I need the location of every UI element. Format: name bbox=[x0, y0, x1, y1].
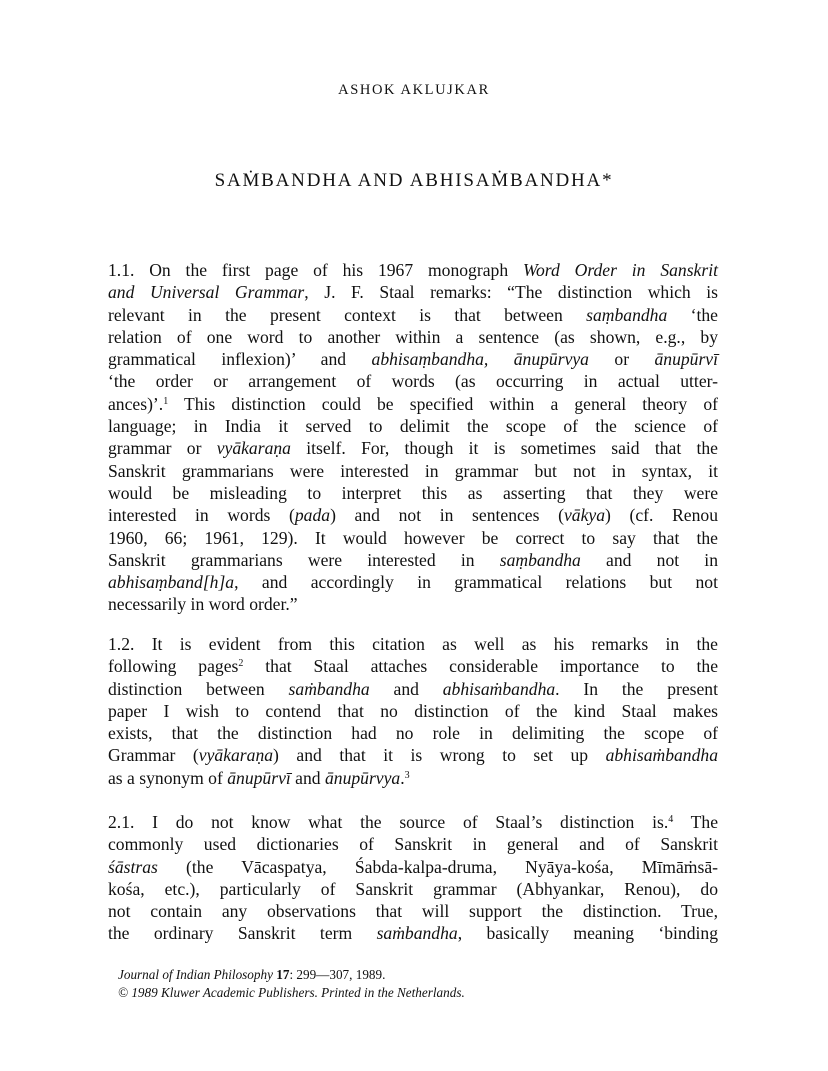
text-run: ) and that it is wrong to set up bbox=[273, 745, 606, 766]
text-run: relevant in the present context is that between bbox=[108, 304, 587, 325]
text-run: ‘the order or arrangement of words (as occurring in actual utter- bbox=[108, 371, 718, 392]
italic-term: abhisaṃbandha, ānupūrvya bbox=[371, 349, 589, 370]
text-run: . In the present bbox=[555, 678, 718, 699]
text-run: Sanskrit grammarians were interested in grammar but not in syntax, it bbox=[108, 460, 718, 481]
text-run: This distinction could be specified within a general theory of bbox=[168, 393, 718, 414]
italic-term: vākya bbox=[563, 505, 605, 526]
italic-term: saṃbandha bbox=[586, 304, 668, 325]
journal-pages: : 299—307, 1989. bbox=[289, 967, 386, 982]
text-run: commonly used dictionaries of Sanskrit in general and of Sanskrit bbox=[108, 834, 718, 855]
paragraph-2-1 bbox=[108, 811, 718, 945]
italic-term: ānupūrvī bbox=[654, 349, 718, 370]
italic-term: saṁbandha bbox=[376, 923, 458, 944]
text-line bbox=[108, 549, 718, 571]
text-run: distinction between bbox=[108, 678, 289, 699]
text-line bbox=[108, 833, 718, 855]
text-line bbox=[108, 504, 718, 526]
italic-term: abhisaṁbandha bbox=[442, 678, 556, 699]
italic-term: saṃbandha bbox=[499, 549, 581, 570]
text-line bbox=[108, 281, 718, 303]
text-run: as a synonym of bbox=[108, 767, 228, 788]
article-title: SAṀBANDHA AND ABHISAṀBANDHA* bbox=[214, 170, 614, 191]
text-run: itself. For, though it is sometimes said that the bbox=[290, 438, 718, 459]
text-run: (the Vācaspatya, Śabda-kalpa-druma, Nyāya-kośa, Mīmāṁsā- bbox=[157, 856, 718, 877]
text-run: relation of one word to another within a sentence (as shown, e.g., by bbox=[108, 326, 718, 347]
text-line bbox=[108, 811, 718, 833]
footnote-ref: 2 bbox=[238, 658, 244, 670]
journal-citation bbox=[118, 966, 465, 984]
text-run: that Staal attaches considerable importance to the bbox=[243, 656, 719, 677]
text-run: not contain any observations that will support the distinction. True, bbox=[108, 901, 718, 922]
italic-term: śāstras bbox=[108, 856, 158, 877]
text-run: 2.1. I do not know what the source of Staal’s distinction is. bbox=[108, 812, 669, 832]
text-line bbox=[108, 878, 718, 900]
italic-term: abhisaṁbandha bbox=[605, 745, 718, 766]
text-line bbox=[108, 856, 718, 878]
text-line bbox=[108, 571, 718, 593]
text-run: language; in India it served to delimit the scope of the science of bbox=[108, 416, 718, 437]
copyright-notice: © 1989 Kluwer Academic Publishers. Printed in the Netherlands. bbox=[118, 985, 465, 1000]
journal-volume: 17 bbox=[276, 967, 290, 982]
italic-term: vyākaraṇa bbox=[198, 745, 274, 766]
paragraph-1-2 bbox=[108, 633, 718, 789]
text-line bbox=[108, 633, 718, 655]
text-line bbox=[108, 700, 718, 722]
text-run: and not in bbox=[580, 549, 718, 570]
text-line bbox=[108, 460, 718, 482]
text-run: Sanskrit grammarians were interested in bbox=[108, 549, 500, 570]
footnote-ref: 1 bbox=[163, 395, 169, 407]
text-run: 1960, 66; 1961, 129). It would however be correct to say that the bbox=[108, 527, 718, 548]
text-line bbox=[108, 415, 718, 437]
text-run: paper I wish to contend that no distinction of the kind Staal makes bbox=[108, 700, 718, 721]
text-line bbox=[108, 922, 718, 944]
text-run: 1.2. It is evident from this citation as well as his remarks in the bbox=[108, 634, 718, 654]
paragraph-1-1 bbox=[108, 259, 718, 616]
text-run: Grammar ( bbox=[108, 745, 199, 766]
italic-term: pada bbox=[294, 505, 331, 526]
text-run: . bbox=[400, 767, 405, 788]
text-run: The bbox=[673, 812, 718, 832]
text-line bbox=[108, 370, 718, 392]
footnote-ref: 4 bbox=[668, 814, 674, 825]
text-run: necessarily in word order.” bbox=[108, 594, 298, 615]
italic-term: Word Order in Sanskrit bbox=[522, 260, 718, 280]
italic-term: ānupūrvya bbox=[324, 767, 401, 788]
text-line bbox=[108, 593, 718, 615]
text-line bbox=[108, 767, 718, 789]
text-line bbox=[108, 678, 718, 700]
text-run: interested in words ( bbox=[108, 505, 295, 526]
text-run: following pages bbox=[108, 656, 239, 677]
footnote-ref: 3 bbox=[404, 769, 410, 781]
text-run: the ordinary Sanskrit term bbox=[108, 923, 377, 944]
text-run: , J. F. Staal remarks: “The distinction which is bbox=[304, 282, 718, 303]
text-run: , and accordingly in grammatical relations but not bbox=[234, 572, 718, 593]
text-run: grammar or bbox=[108, 438, 217, 459]
italic-term: abhisaṃband[h]a bbox=[108, 572, 235, 593]
journal-name: Journal of Indian Philosophy bbox=[118, 967, 273, 982]
text-run: and bbox=[290, 767, 325, 788]
text-run: ) (cf. Renou bbox=[605, 505, 718, 526]
italic-term: and Universal Grammar bbox=[108, 282, 305, 303]
text-line bbox=[108, 437, 718, 459]
text-line bbox=[108, 900, 718, 922]
italic-term: saṁbandha bbox=[288, 678, 370, 699]
text-run: grammatical inflexion)’ and bbox=[108, 349, 372, 370]
text-line bbox=[108, 527, 718, 549]
italic-term: ānupūrvī bbox=[227, 767, 291, 788]
text-line bbox=[108, 304, 718, 326]
text-run: and bbox=[369, 678, 443, 699]
text-run: would be misleading to interpret this as asserting that they were bbox=[108, 482, 718, 503]
author-name: ASHOK AKLUJKAR bbox=[338, 82, 490, 98]
text-run: or bbox=[588, 349, 655, 370]
text-line bbox=[108, 744, 718, 766]
text-line bbox=[108, 259, 718, 281]
italic-term: vyākaraṇa bbox=[216, 438, 291, 459]
text-line bbox=[108, 326, 718, 348]
text-run: exists, that the distinction had no role in delimiting the scope of bbox=[108, 723, 718, 744]
text-run: ) and not in sentences ( bbox=[330, 505, 564, 526]
text-run: ances)’. bbox=[108, 393, 164, 414]
text-run: 1.1. On the first page of his 1967 monograph bbox=[108, 260, 523, 280]
text-line bbox=[108, 655, 718, 677]
text-line bbox=[108, 722, 718, 744]
text-run: kośa, etc.), particularly of Sanskrit grammar (Abhyankar, Renou), do bbox=[108, 878, 718, 899]
text-run: ‘the bbox=[667, 304, 718, 325]
text-line bbox=[108, 393, 718, 415]
text-line bbox=[108, 482, 718, 504]
text-run: , basically meaning ‘binding bbox=[457, 923, 718, 944]
text-line bbox=[108, 348, 718, 370]
footer bbox=[118, 966, 465, 1002]
